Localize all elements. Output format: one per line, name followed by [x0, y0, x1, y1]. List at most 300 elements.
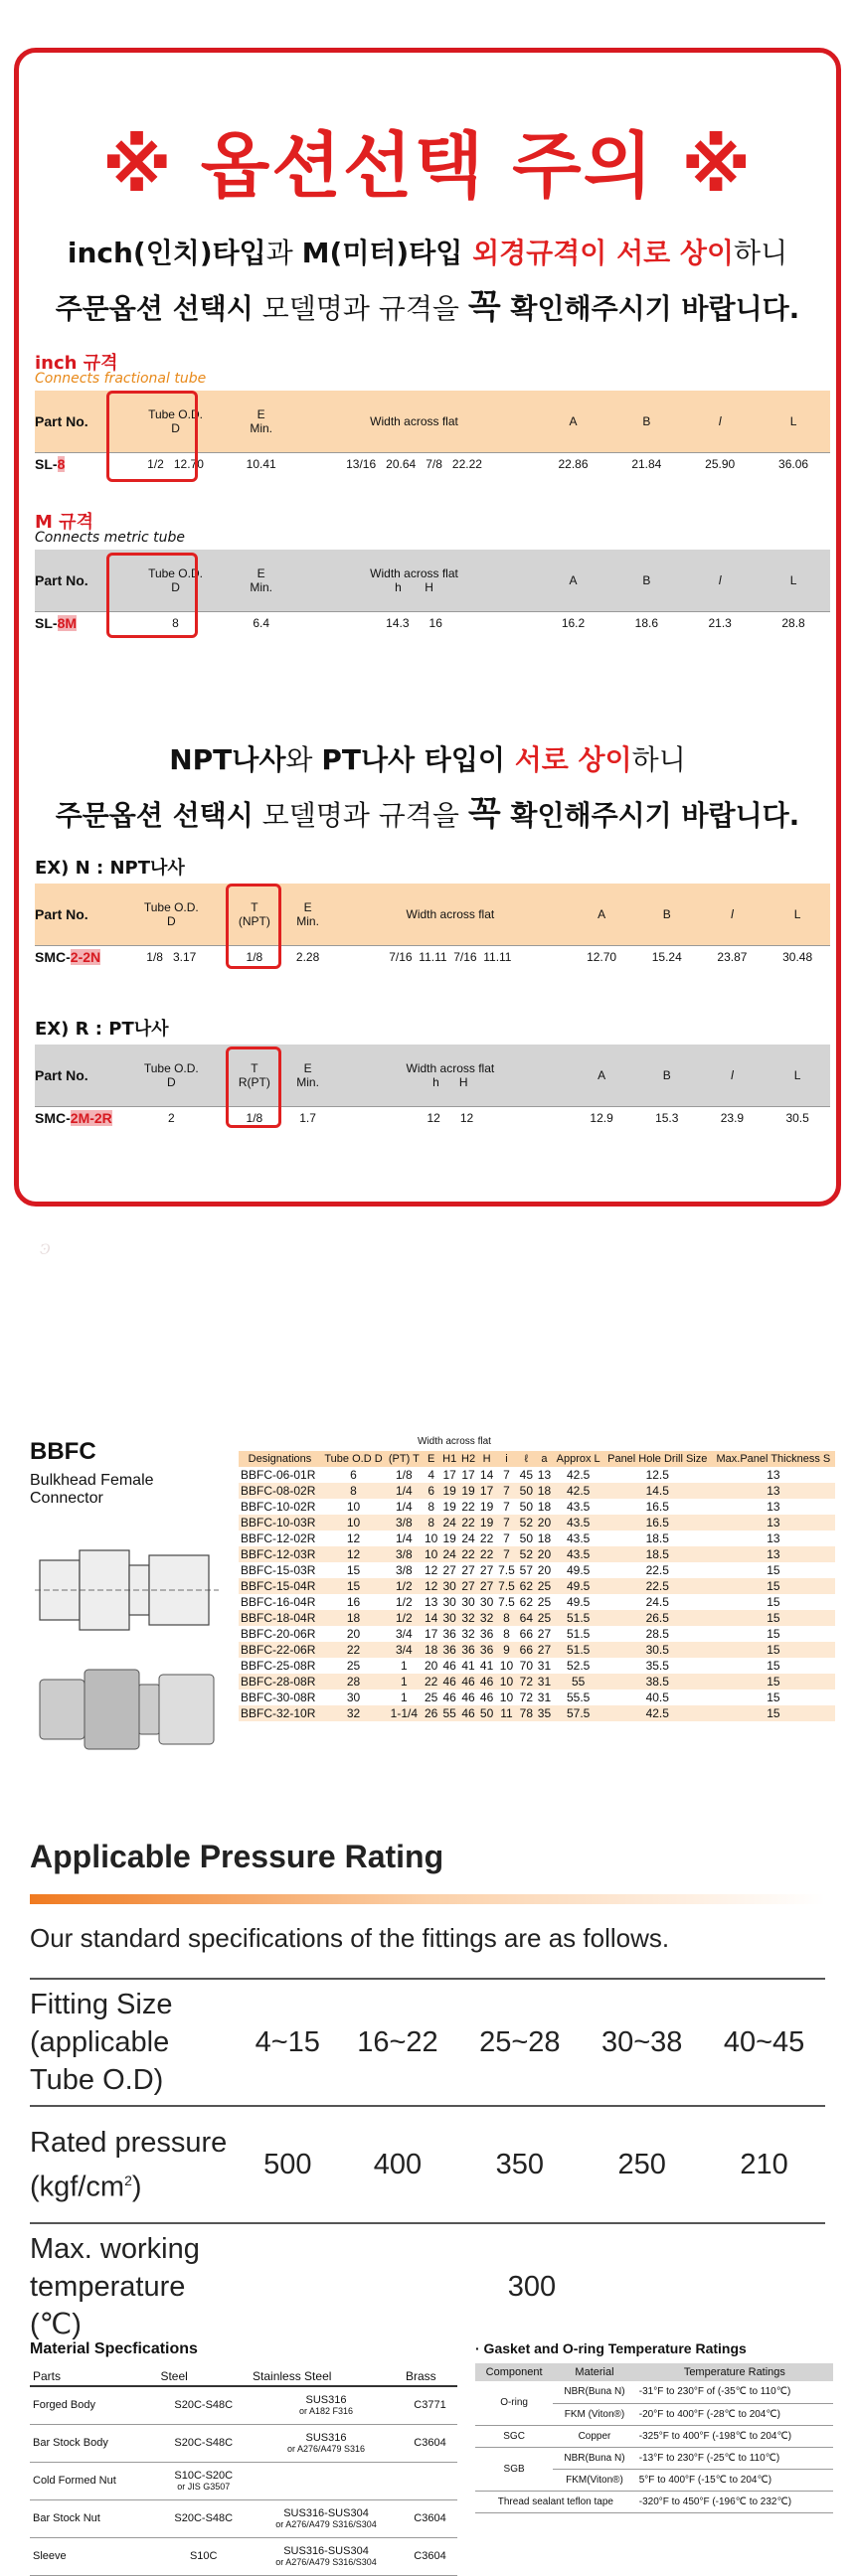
value-cell: 3/4	[395, 1627, 413, 1641]
value-cell: 43.5	[566, 1500, 591, 1514]
col-header: Approx L	[554, 1451, 603, 1467]
value-cell: 8	[321, 1483, 386, 1499]
value-cell: 70	[519, 1659, 534, 1673]
value-cell: 22.5	[645, 1563, 669, 1577]
waf-label: Width across flat	[370, 413, 458, 428]
col-header: Brass	[403, 2367, 457, 2386]
material-row	[30, 2462, 457, 2499]
value-cell: 7	[503, 1500, 510, 1514]
bbfc-row	[239, 1642, 835, 1658]
t-highlight-box	[226, 884, 281, 969]
l-header: l	[731, 906, 734, 921]
value-cell: 13	[767, 1500, 780, 1514]
t-sub-label: (NPT)	[238, 913, 270, 928]
cell: -13°F to 230°F (-25℃ to 110℃)	[636, 2447, 833, 2469]
waf-header: Width across flat	[406, 906, 495, 921]
text-segment: 과	[265, 237, 302, 269]
value-cell: 400	[337, 2106, 459, 2223]
value-cell: 30	[461, 1595, 475, 1609]
value-cell: 8	[120, 611, 231, 635]
value-cell: 36	[479, 1627, 494, 1641]
value-cell: 15	[712, 1642, 835, 1658]
a-header: A	[598, 906, 606, 921]
emphasis-text: 꼭	[467, 794, 501, 834]
material-row	[30, 2537, 457, 2575]
cell: S20C-S48C	[157, 2424, 250, 2462]
designation-cell: BBFC-16-04R	[241, 1595, 316, 1609]
l-header: l	[731, 1067, 734, 1082]
L-header: L	[793, 1067, 801, 1082]
cell: Bar Stock Nut	[30, 2499, 157, 2537]
value-cell: 22	[423, 1674, 440, 1690]
value-cell: 1/8	[146, 950, 163, 965]
material-title: Material Specfications	[30, 2340, 198, 2357]
cell: FKM(Viton®)	[553, 2469, 636, 2491]
value-cell: 27	[479, 1563, 494, 1577]
value-cell: 10	[346, 1500, 361, 1514]
cell-line: S10C-S20C	[174, 2470, 234, 2482]
value-cell: 10	[321, 1515, 386, 1530]
value-cell: 12	[427, 1111, 440, 1126]
col-header: (PT) T	[386, 1451, 423, 1467]
value-cell: 1	[386, 1674, 423, 1690]
value-cell: 15	[712, 1674, 835, 1690]
tube-od-cell	[118, 945, 225, 969]
part-no-header: Part No.	[35, 905, 88, 922]
col-header: Max.Panel Thickness S	[712, 1451, 835, 1467]
bbfc-row	[239, 1705, 835, 1721]
text-segment: 와	[285, 743, 322, 776]
value-cell: 10.41	[231, 452, 292, 476]
value-cell: 32	[461, 1627, 475, 1641]
cell: S20C-S48C	[157, 2499, 250, 2537]
value-cell: 24	[440, 1515, 459, 1530]
value-cell: 7	[496, 1483, 518, 1499]
value-cell: 7	[496, 1546, 518, 1562]
gasket-row	[475, 2491, 833, 2512]
t-sub-label: R(PT)	[238, 1074, 270, 1089]
designation-cell: BBFC-20-06R	[241, 1627, 316, 1641]
value-cell: 42.5	[566, 1468, 591, 1482]
value-cell: 22	[321, 1642, 386, 1658]
value-cell: 1/8	[225, 1106, 284, 1130]
part-prefix: SL-	[35, 456, 58, 473]
cell: S20C-S48C	[157, 2386, 250, 2424]
value-cell: 16.5	[645, 1500, 669, 1514]
designation-cell: BBFC-32-10R	[239, 1705, 321, 1721]
l-header: l	[718, 413, 722, 428]
value-cell: 25	[425, 1690, 438, 1704]
value-cell: 3/8	[386, 1515, 423, 1530]
bbfc-row	[239, 1594, 835, 1610]
bbfc-row	[239, 1690, 835, 1705]
value-cell: 41	[461, 1659, 475, 1673]
waf-cell	[291, 611, 536, 635]
value-cell: 8	[423, 1515, 440, 1530]
value-cell: 6.4	[231, 611, 292, 635]
value-cell: 52	[517, 1546, 535, 1562]
cell-line: SUS316	[305, 2394, 347, 2407]
notice-line-4	[19, 786, 836, 835]
option-notice-box	[14, 48, 841, 1207]
waf-cell	[331, 945, 569, 969]
cell: -320°F to 450°F (-196℃ to 232℃)	[636, 2491, 833, 2512]
npt-spec-table	[35, 884, 830, 969]
e-header	[231, 550, 292, 611]
value-cell: 13	[767, 1531, 780, 1545]
value-cell: 72	[519, 1690, 534, 1704]
value-cell: 17	[461, 1468, 475, 1482]
cell-line: SUS316-SUS304	[283, 2507, 369, 2519]
value-cell: 49.5	[566, 1563, 591, 1577]
col-header: Stainless Steel	[250, 2367, 403, 2386]
d-label: D	[171, 579, 180, 594]
value-cell: 22.5	[603, 1578, 712, 1594]
inch-section-label: inch 규격	[35, 353, 118, 374]
value-cell: 25	[535, 1610, 553, 1626]
value-cell: 31	[537, 1659, 552, 1673]
value-cell: 16	[346, 1595, 361, 1609]
a-header: A	[569, 572, 578, 587]
value-cell: 7.5	[498, 1595, 515, 1609]
bbfc-row	[239, 1578, 835, 1594]
cell: NBR(Buna N)	[553, 2381, 636, 2403]
value-cell: 36.06	[757, 452, 830, 476]
value-cell: 300	[239, 2223, 825, 2349]
value-cell: 250	[581, 2106, 703, 2223]
cell	[250, 2537, 403, 2575]
value-cell: 24.5	[645, 1595, 669, 1609]
value-cell: 26.5	[603, 1610, 712, 1626]
notice-title: ※ 옵션선택 주의 ※	[101, 124, 754, 208]
value-cell: 19	[459, 1483, 478, 1499]
text-segment: 하니	[734, 237, 788, 269]
cell: NBR(Buna N)	[553, 2447, 636, 2469]
material-header-row	[30, 2367, 457, 2386]
value-cell: 32	[478, 1610, 496, 1626]
value-cell: 40.5	[645, 1690, 669, 1704]
value-cell: 1/4	[386, 1483, 423, 1499]
label-part: (kgf/cm	[30, 2171, 125, 2203]
part-no-cell	[35, 1106, 118, 1130]
value-cell: 15	[712, 1578, 835, 1594]
value-cell: 10	[496, 1674, 518, 1690]
designation-cell: BBFC-15-04R	[239, 1578, 321, 1594]
notice-line-3	[19, 738, 836, 778]
value-cell: 3/4	[386, 1642, 423, 1658]
value-cell: 13	[712, 1515, 835, 1530]
value-cell: 20	[535, 1515, 553, 1530]
value-cell: 27	[537, 1627, 552, 1641]
cell: SGB	[475, 2447, 553, 2491]
value-cell: 27	[535, 1642, 553, 1658]
value-cell: 55	[554, 1674, 603, 1690]
value-cell: 1	[400, 1659, 408, 1673]
cell: O-ring	[475, 2381, 553, 2425]
value-cell: 21.3	[683, 611, 757, 635]
value-cell: 11	[496, 1705, 518, 1721]
value-cell: 7	[503, 1531, 510, 1545]
cell	[250, 2424, 403, 2462]
value-cell: 30	[442, 1595, 456, 1609]
value-cell: 36	[478, 1642, 496, 1658]
bbfc-row	[239, 1562, 835, 1578]
value-cell: 19	[442, 1500, 456, 1514]
e-header	[284, 884, 332, 945]
designation-cell: BBFC-15-03R	[241, 1563, 316, 1577]
pressure-intro: Our standard specifications of the fittings are as follows.	[30, 1923, 670, 1953]
value-cell: 55.5	[566, 1690, 591, 1704]
tube-od-highlight-box	[106, 391, 198, 482]
b-header: B	[642, 413, 651, 428]
bbfc-subtitle	[30, 1472, 154, 1508]
subtitle-line: Bulkhead Female	[30, 1472, 154, 1489]
bbfc-row	[239, 1530, 835, 1546]
col-header: H1	[440, 1451, 459, 1467]
value-cell: 46	[461, 1690, 475, 1704]
d-label: D	[166, 913, 176, 928]
a-header: A	[598, 1067, 606, 1082]
value-cell: 51.5	[554, 1610, 603, 1626]
value-cell: 20.64	[386, 457, 417, 472]
value-cell: 1/4	[395, 1531, 413, 1545]
text-segment: 하니	[631, 743, 686, 776]
value-cell: 1/8	[225, 945, 284, 969]
t-label: T	[251, 899, 258, 914]
cell	[250, 2386, 403, 2424]
value-cell: 51.5	[566, 1627, 591, 1641]
value-cell: 18.5	[645, 1531, 669, 1545]
tube-od-label: Tube O.D.	[148, 565, 203, 580]
bbfc-title: BBFC	[30, 1438, 96, 1465]
value-cell: 43.5	[566, 1531, 591, 1545]
part-prefix: SMC-	[35, 949, 71, 966]
bbfc-header-row	[239, 1451, 835, 1467]
value-cell: 1/2	[386, 1610, 423, 1626]
value-cell: 30.48	[765, 945, 830, 969]
value-cell: 28	[321, 1674, 386, 1690]
L-header: L	[789, 572, 797, 587]
row-label	[30, 2106, 239, 2223]
value-cell: 14.3	[386, 616, 410, 631]
material-table	[30, 2367, 457, 2576]
value-cell: 15	[767, 1595, 780, 1609]
value-cell: 7/16	[389, 950, 413, 965]
value-cell: 15	[712, 1705, 835, 1721]
value-cell: 15	[346, 1563, 361, 1577]
value-cell: 17	[442, 1468, 456, 1482]
bbfc-row	[239, 1499, 835, 1515]
value-cell: 30.5	[765, 1106, 830, 1130]
value-cell: 15	[767, 1627, 780, 1641]
watermark: Ͽ	[40, 1242, 51, 1258]
warning-text: 외경규격이 서로 상이	[462, 237, 735, 269]
b-header: B	[662, 906, 671, 921]
cell: -31°F to 230°F of (-35℃ to 110℃)	[636, 2381, 833, 2403]
designation-cell: BBFC-10-03R	[239, 1515, 321, 1530]
t-highlight-box	[226, 1046, 281, 1128]
value-cell: 43.5	[554, 1546, 603, 1562]
value-cell: 15.3	[634, 1106, 700, 1130]
value-cell: 49.5	[554, 1578, 603, 1594]
cell: C3771	[403, 2386, 457, 2424]
material-row	[30, 2424, 457, 2462]
value-cell: 50	[478, 1705, 496, 1721]
tube-od-label: Tube O.D.	[143, 1060, 199, 1075]
part-prefix: SL-	[35, 615, 58, 632]
designation-cell: BBFC-06-01R	[241, 1468, 316, 1482]
value-cell: 22.22	[451, 457, 482, 472]
cell: Cold Formed Nut	[30, 2462, 157, 2499]
value-cell: 20	[425, 1659, 438, 1673]
value-cell: 15	[767, 1659, 780, 1673]
value-cell: 18.6	[609, 611, 683, 635]
value-cell: 27	[459, 1578, 478, 1594]
emphasis-text: 꼭	[467, 287, 501, 327]
e-label: E	[303, 899, 312, 914]
cell: Thread sealant teflon tape	[475, 2491, 636, 2512]
value-cell: 19	[479, 1500, 494, 1514]
text-segment: 주문옵션 선택시	[55, 799, 254, 832]
label-part: Rated pressure	[30, 2126, 228, 2159]
cell-line: or A182 F316	[298, 2406, 354, 2417]
value-cell: 20	[537, 1563, 552, 1577]
tube-od-label: Tube O.D.	[143, 899, 199, 914]
value-cell: 24	[461, 1531, 475, 1545]
cell: S10C	[157, 2537, 250, 2575]
value-cell: 16.2	[537, 611, 610, 635]
inch-type-text: inch(인치)타입	[67, 237, 266, 269]
cell	[157, 2462, 250, 2499]
value-cell: 22.86	[537, 452, 610, 476]
value-cell: 32	[459, 1610, 478, 1626]
value-cell: 30	[440, 1578, 459, 1594]
value-cell: 2	[118, 1106, 225, 1130]
designation-cell: BBFC-25-08R	[241, 1659, 316, 1673]
pt-example-label: EX) R : PT나사	[35, 1019, 169, 1040]
value-cell: 7	[496, 1515, 518, 1530]
designation-cell: BBFC-12-03R	[239, 1546, 321, 1562]
value-cell: 46	[442, 1690, 456, 1704]
value-cell: 36	[459, 1642, 478, 1658]
value-cell: 28.5	[645, 1627, 669, 1641]
value-cell: 40~45	[703, 1979, 825, 2106]
value-cell: 13	[425, 1595, 438, 1609]
value-cell: 4~15	[239, 1979, 337, 2106]
value-cell: 46	[478, 1674, 496, 1690]
min-label: Min.	[250, 420, 272, 435]
value-cell: 25~28	[458, 1979, 581, 2106]
gasket-row	[475, 2381, 833, 2403]
part-highlight: 2-2N	[70, 949, 101, 966]
value-cell: 2.28	[284, 945, 332, 969]
value-cell: 18	[321, 1610, 386, 1626]
value-cell: 16	[428, 616, 442, 631]
waf-header	[291, 550, 536, 611]
cell: Bar Stock Body	[30, 2424, 157, 2462]
bbfc-row	[239, 1674, 835, 1690]
value-cell: 15	[767, 1563, 780, 1577]
value-cell: 46	[442, 1659, 456, 1673]
value-cell: 25.90	[683, 452, 757, 476]
value-cell: 13	[712, 1483, 835, 1499]
text-segment: 확인해주시기 바랍니다.	[500, 292, 800, 325]
value-cell: 19	[442, 1531, 456, 1545]
value-cell: 36	[442, 1627, 456, 1641]
a-header: A	[569, 413, 578, 428]
h-label: h	[432, 1074, 439, 1089]
cell	[250, 2499, 403, 2537]
col-header: Component	[475, 2363, 553, 2381]
warning-text: 서로 상이	[504, 743, 632, 776]
value-cell: 500	[239, 2106, 337, 2223]
designation-cell: BBFC-12-02R	[241, 1531, 316, 1545]
waf-header	[331, 1045, 569, 1106]
value-cell: 26	[423, 1705, 440, 1721]
m-section-label: M 규격	[35, 512, 93, 533]
value-cell: 6	[423, 1483, 440, 1499]
value-cell: 46	[459, 1705, 478, 1721]
material-row	[30, 2386, 457, 2424]
value-cell: 12	[423, 1578, 440, 1594]
value-cell: 24	[440, 1546, 459, 1562]
npt-example-label: EX) N : NPT나사	[35, 858, 185, 879]
part-prefix: SMC-	[35, 1110, 71, 1127]
value-cell: 14.5	[603, 1483, 712, 1499]
inch-section-sub: Connects fractional tube	[35, 371, 207, 387]
value-cell: 14	[423, 1610, 440, 1626]
col-header: H	[478, 1451, 496, 1467]
tube-od-highlight-box	[106, 553, 198, 638]
value-cell: 38.5	[603, 1674, 712, 1690]
value-cell: 1/2	[386, 1578, 423, 1594]
value-cell: 10	[499, 1690, 514, 1704]
waf-header	[291, 391, 536, 452]
d-label: D	[166, 1074, 176, 1089]
value-cell: 25	[535, 1578, 553, 1594]
notice-line-1	[19, 232, 836, 271]
value-cell: 13	[537, 1468, 552, 1482]
value-cell: 52	[517, 1515, 535, 1530]
bbfc-spec-table	[239, 1451, 835, 1721]
text-segment: 모델명과 규격을	[253, 292, 468, 325]
m-section-sub: Connects metric tube	[35, 530, 186, 546]
bbfc-row	[239, 1658, 835, 1674]
tube-od-header	[118, 1045, 225, 1106]
value-cell: 31	[535, 1674, 553, 1690]
value-cell: 35	[535, 1705, 553, 1721]
value-cell: 30	[479, 1595, 494, 1609]
value-cell: 57	[519, 1563, 534, 1577]
tube-od-header	[118, 884, 225, 945]
value-cell: 15	[767, 1690, 780, 1704]
value-cell: 72	[517, 1674, 535, 1690]
value-cell: 11.11	[419, 950, 447, 965]
h-label: h	[395, 579, 402, 594]
cell: C3604	[403, 2537, 457, 2575]
value-cell: 15.24	[634, 945, 700, 969]
value-cell: 30~38	[581, 1979, 703, 2106]
value-cell: 32	[321, 1705, 386, 1721]
gasket-row	[475, 2447, 833, 2469]
row-label: Max. working temperature (℃)	[30, 2223, 239, 2349]
value-cell: 64	[517, 1610, 535, 1626]
value-cell: 19	[440, 1483, 459, 1499]
value-cell: 1.7	[284, 1106, 332, 1130]
designation-cell: BBFC-18-04R	[239, 1610, 321, 1626]
bbfc-row	[239, 1515, 835, 1530]
value-cell: 7.5	[498, 1563, 515, 1577]
